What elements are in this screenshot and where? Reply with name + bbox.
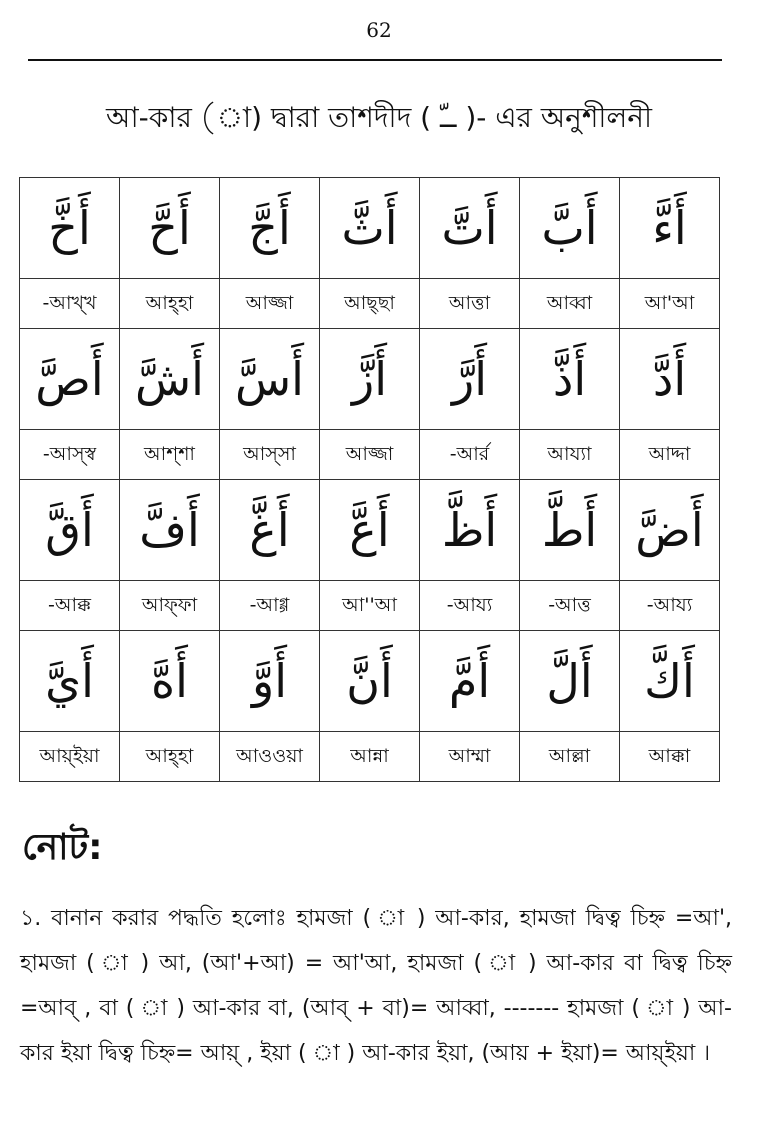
arabic-cell [220,480,320,581]
pronunciation-cell [120,581,220,631]
arabic-letter: أَءَّ [652,201,687,255]
pronunciation-text: আর্র- [449,443,490,465]
pronunciation-cell [520,581,620,631]
page-number: 62 [366,18,392,42]
pronunciation-cell [520,279,620,329]
pronunciation-text: আত্তা [448,292,491,314]
arabic-cell [120,329,220,430]
arabic-letter: أَذَّ [552,352,587,406]
arabic-letter: أَجَّ [248,201,291,255]
arabic-row [20,631,720,732]
arabic-letter: أَغَّ [249,503,290,557]
pronunciation-cell [620,430,720,480]
arabic-letter: أَضَّ [635,503,704,557]
pronunciation-cell [220,581,320,631]
arabic-letter: أَدَّ [652,352,687,406]
pronunciation-cell [520,430,620,480]
arabic-letter: أَتَّ [441,201,498,255]
pronunciation-cell [20,581,120,631]
pronunciation-text: আত্ত- [548,594,591,616]
arabic-cell [220,329,320,430]
pronunciation-text: আব্বা [546,292,593,314]
arabic-cell [20,329,120,430]
arabic-cell [120,631,220,732]
arabic-cell [120,178,220,279]
pronunciation-cell [20,732,120,782]
pronunciation-cell [320,430,420,480]
pronunciation-cell [220,279,320,329]
arabic-cell [420,178,520,279]
arabic-letter: أَرَّ [452,352,487,406]
arabic-row [20,329,720,430]
arabic-letter: أَعَّ [349,503,390,557]
pronunciation-text: আন্না [350,745,389,767]
exercise-heading: আ-কার (া) দ্বারা তাশদীদ ( ــّ )- এর অনুশীলনী [106,101,652,134]
pronunciation-text: আশ্শা [144,443,195,465]
arabic-letter: أَوَّ [252,654,287,708]
arabic-cell [220,178,320,279]
arabic-letter: أَطَّ [541,503,598,557]
pronunciation-text: আ'আ [644,292,695,314]
pronunciation-text: আদ্দা [648,443,691,465]
arabic-cell [20,178,120,279]
pronunciation-text: আ''আ [342,594,397,616]
pronunciation-cell [220,732,320,782]
pronunciation-cell [120,430,220,480]
arabic-cell [320,631,420,732]
bengali-row [20,430,720,480]
arabic-cell [620,329,720,430]
arabic-letter: أَسَّ [235,352,304,406]
arabic-letter: أَحَّ [148,201,191,255]
pronunciation-text: আয্য- [446,594,493,616]
arabic-row [20,178,720,279]
arabic-letter: أَثَّ [341,201,398,255]
note-body: ১. বানান করার পদ্ধতি হলোঃ হামজা ( া ) আ-কার, হামজা দ্বিত্ব চিহ্ন =আ', হামজা ( া ) আ, (আ'+আ) = আ'আ, হামজা ( া ) আ-কার বা দ্বিত্ব চিহ্ন =আব্ , বা ( া ) আ-কার বা, (আব্ + বা)= আব্বা, ------- হামজা ( া ) আ-কার ইয়া দ্বিত্ব চিহ্ন= আয়্ , ইয়া ( া ) আ-কার ইয়া, (আয় + ইয়া)= আয়্ইয়া । [20,906,732,1066]
pronunciation-cell [620,279,720,329]
pronunciation-cell [20,279,120,329]
pronunciation-text: আহ্হা [145,292,194,314]
arabic-letter: أَظَّ [441,503,498,557]
arabic-cell [520,178,620,279]
pronunciation-cell [120,279,220,329]
arabic-letter: أَلَّ [546,654,593,708]
arabic-cell [420,480,520,581]
arabic-cell [620,631,720,732]
arabic-cell [420,631,520,732]
pronunciation-cell [420,430,520,480]
pronunciation-text: আওওয়া [236,745,303,767]
pronunciation-cell [620,732,720,782]
pronunciation-cell [120,732,220,782]
arabic-cell [120,480,220,581]
arabic-cell [520,631,620,732]
pronunciation-text: আফ্ফা [141,594,198,616]
pronunciation-text: আয়্ইয়া [39,745,100,767]
bengali-row [20,279,720,329]
arabic-letter: أَنَّ [346,654,393,708]
arabic-cell [320,480,420,581]
pronunciation-text: আজ্জা [245,292,294,314]
arabic-letter: أَيَّ [45,654,94,708]
pronunciation-text: আয্য- [646,594,693,616]
arabic-cell [520,480,620,581]
pronunciation-text: আহ্হা [145,745,194,767]
arabic-letter: أَفَّ [139,503,200,557]
header-rule [28,59,722,61]
arabic-row [20,480,720,581]
arabic-cell [620,178,720,279]
arabic-letter: أَشَّ [135,352,204,406]
pronunciation-text: আছ্ছা [344,292,395,314]
arabic-cell [220,631,320,732]
pronunciation-text: আক্কা [648,745,691,767]
pronunciation-cell [520,732,620,782]
bengali-row [20,581,720,631]
pronunciation-cell [320,581,420,631]
arabic-letter: أَخَّ [48,201,91,255]
arabic-letter: أَهَّ [151,654,188,708]
arabic-cell [320,329,420,430]
bengali-row [20,732,720,782]
pronunciation-cell [420,279,520,329]
practice-grid [19,177,720,782]
pronunciation-text: আস্স্ব- [42,443,97,465]
pronunciation-cell [220,430,320,480]
arabic-cell [20,480,120,581]
pronunciation-text: আক্ক- [47,594,91,616]
pronunciation-cell [320,732,420,782]
arabic-letter: أَقَّ [45,503,94,557]
arabic-cell [420,329,520,430]
arabic-letter: أَبَّ [541,201,598,255]
pronunciation-text: আস্সা [243,443,296,465]
pronunciation-cell [420,581,520,631]
arabic-cell [520,329,620,430]
pronunciation-cell [20,430,120,480]
pronunciation-text: আম্মা [448,745,491,767]
arabic-letter: أَزَّ [352,352,387,406]
pronunciation-text: আজ্জা [345,443,394,465]
arabic-cell [320,178,420,279]
note-title: নোট: [22,827,103,868]
arabic-cell [620,480,720,581]
pronunciation-cell [620,581,720,631]
pronunciation-text: আগ্গ- [249,594,290,616]
arabic-letter: أَصَّ [35,352,104,406]
pronunciation-cell [420,732,520,782]
pronunciation-text: আয্যা [547,443,592,465]
arabic-letter: أَمَّ [448,654,491,708]
pronunciation-text: আল্লা [548,745,591,767]
pronunciation-cell [320,279,420,329]
arabic-cell [20,631,120,732]
arabic-letter: أَكَّ [644,654,695,708]
pronunciation-text: আখ্খ- [42,292,97,314]
